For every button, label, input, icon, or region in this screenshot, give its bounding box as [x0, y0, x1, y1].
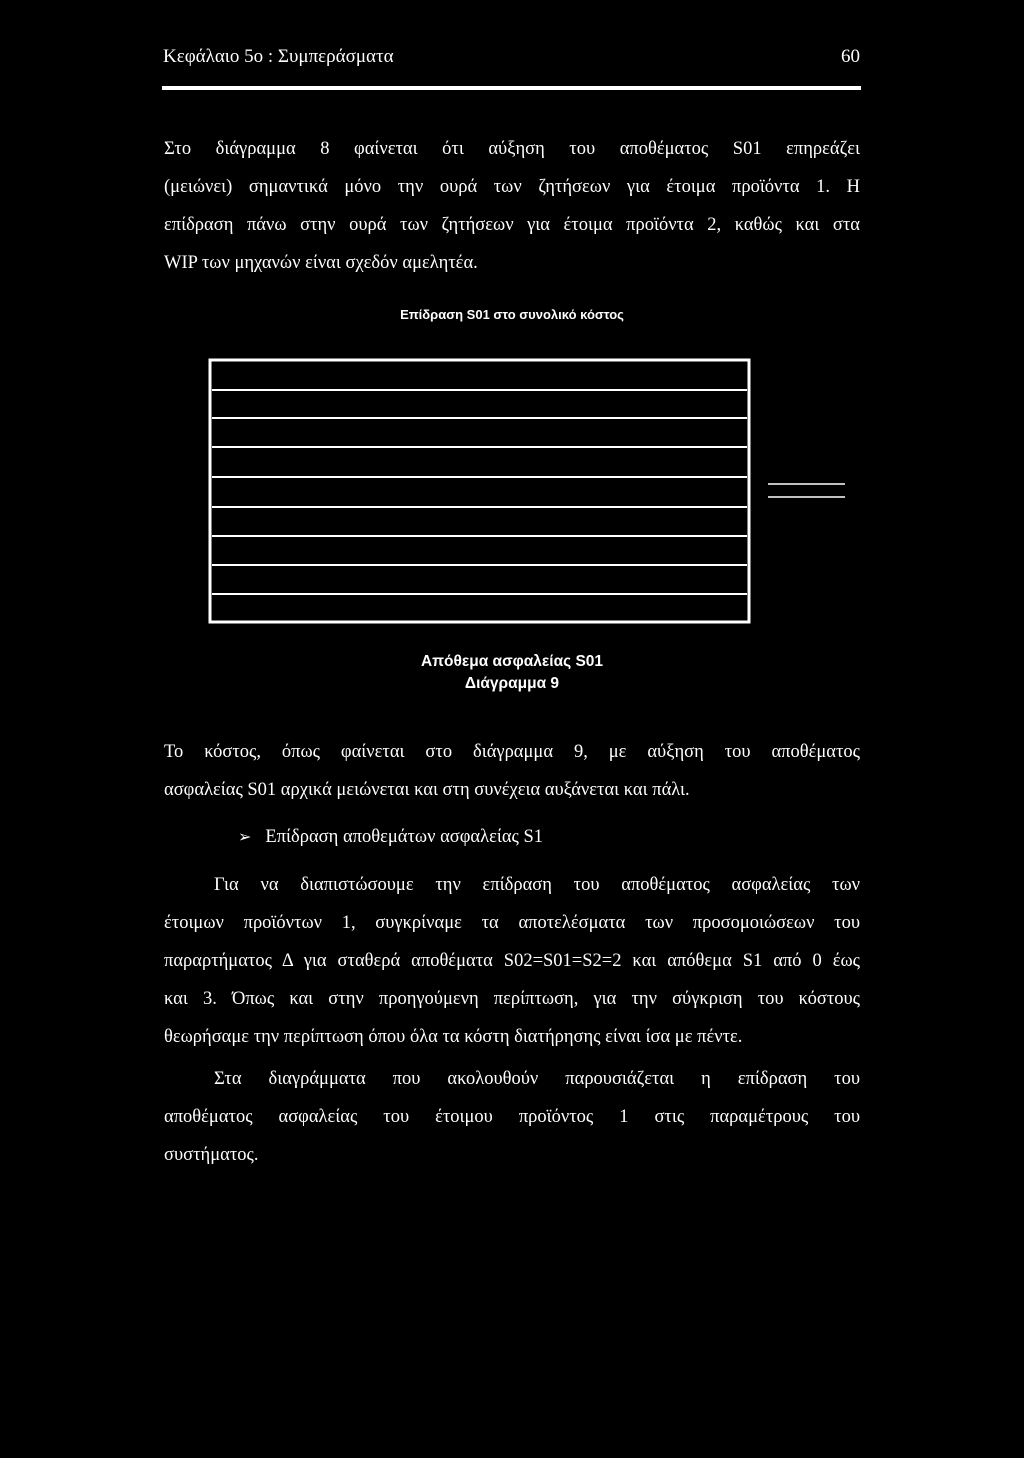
paragraph-line: WIP των μηχανών είναι σχεδόν αμελητέα. — [164, 253, 478, 273]
chapter-title: Κεφάλαιο 5ο : Συμπεράσματα — [163, 46, 394, 67]
paragraph-line: αποθέματος ασφαλείας του έτοιμου προϊόντος 1 στις παραμέτρους του — [164, 1107, 860, 1127]
paragraph-line: επίδραση πάνω στην ουρά των ζητήσεων για έτοιμα προϊόντα 2, καθώς και στα — [164, 215, 860, 235]
paragraph-2 — [164, 733, 860, 809]
chart-caption: Διάγραμμα 9 — [464, 675, 560, 692]
plot-frame — [210, 360, 749, 622]
paragraph-line: έτοιμων προϊόντων 1, συγκρίναμε τα αποτελέσματα των προσομοιώσεων του — [164, 913, 860, 933]
bullet-heading: Επίδραση αποθεμάτων ασφαλείας S1 — [265, 827, 543, 847]
paragraph-line: Για να διαπιστώσουμε την επίδραση του αποθέματος ασφαλείας των — [214, 875, 860, 895]
gridlines — [212, 390, 747, 594]
legend — [768, 484, 845, 497]
paragraph-4 — [164, 1060, 860, 1174]
paragraph-line: Στο διάγραμμα 8 φαίνεται ότι αύξηση του αποθέματος S01 επηρεάζει — [164, 139, 860, 159]
chart-xlabel: Απόθεμα ασφαλείας S01 — [420, 653, 604, 670]
section-bullet — [238, 827, 543, 848]
chart-title: Επίδραση S01 στο συνολικό κόστος — [400, 307, 624, 322]
paragraph-line: Στα διαγράμματα που ακολουθούν παρουσιάζεται η επίδραση του — [214, 1069, 860, 1089]
paragraph-line: (μειώνει) σημαντικά μόνο την ουρά των ζητήσεων για έτοιμα προϊόντα 1. Η — [164, 177, 860, 197]
paragraph-line: συστήματος. — [164, 1145, 259, 1165]
paragraph-line: και 3. Όπως και στην προηγούμενη περίπτωση, για την σύγκριση του κόστους — [164, 989, 860, 1009]
paragraph-line: παραρτήματος Δ για σταθερά αποθέματα S02=S01=S2=2 και απόθεμα S1 από 0 έως — [164, 951, 860, 971]
page-number: 60 — [841, 46, 860, 67]
paragraph-line: Το κόστος, όπως φαίνεται στο διάγραμμα 9, με αύξηση του αποθέματος — [164, 742, 860, 762]
paragraph-3 — [164, 866, 860, 1056]
arrow-bullet-icon: ➢ — [238, 829, 252, 846]
paragraph-line: θεωρήσαμε την περίπτωση όπου όλα τα κόστη διατήρησης είναι ίσα με πέντε. — [164, 1027, 743, 1047]
paragraph-line: ασφαλείας S01 αρχικά μειώνεται και στη συνέχεια αυξάνεται και πάλι. — [164, 780, 690, 800]
